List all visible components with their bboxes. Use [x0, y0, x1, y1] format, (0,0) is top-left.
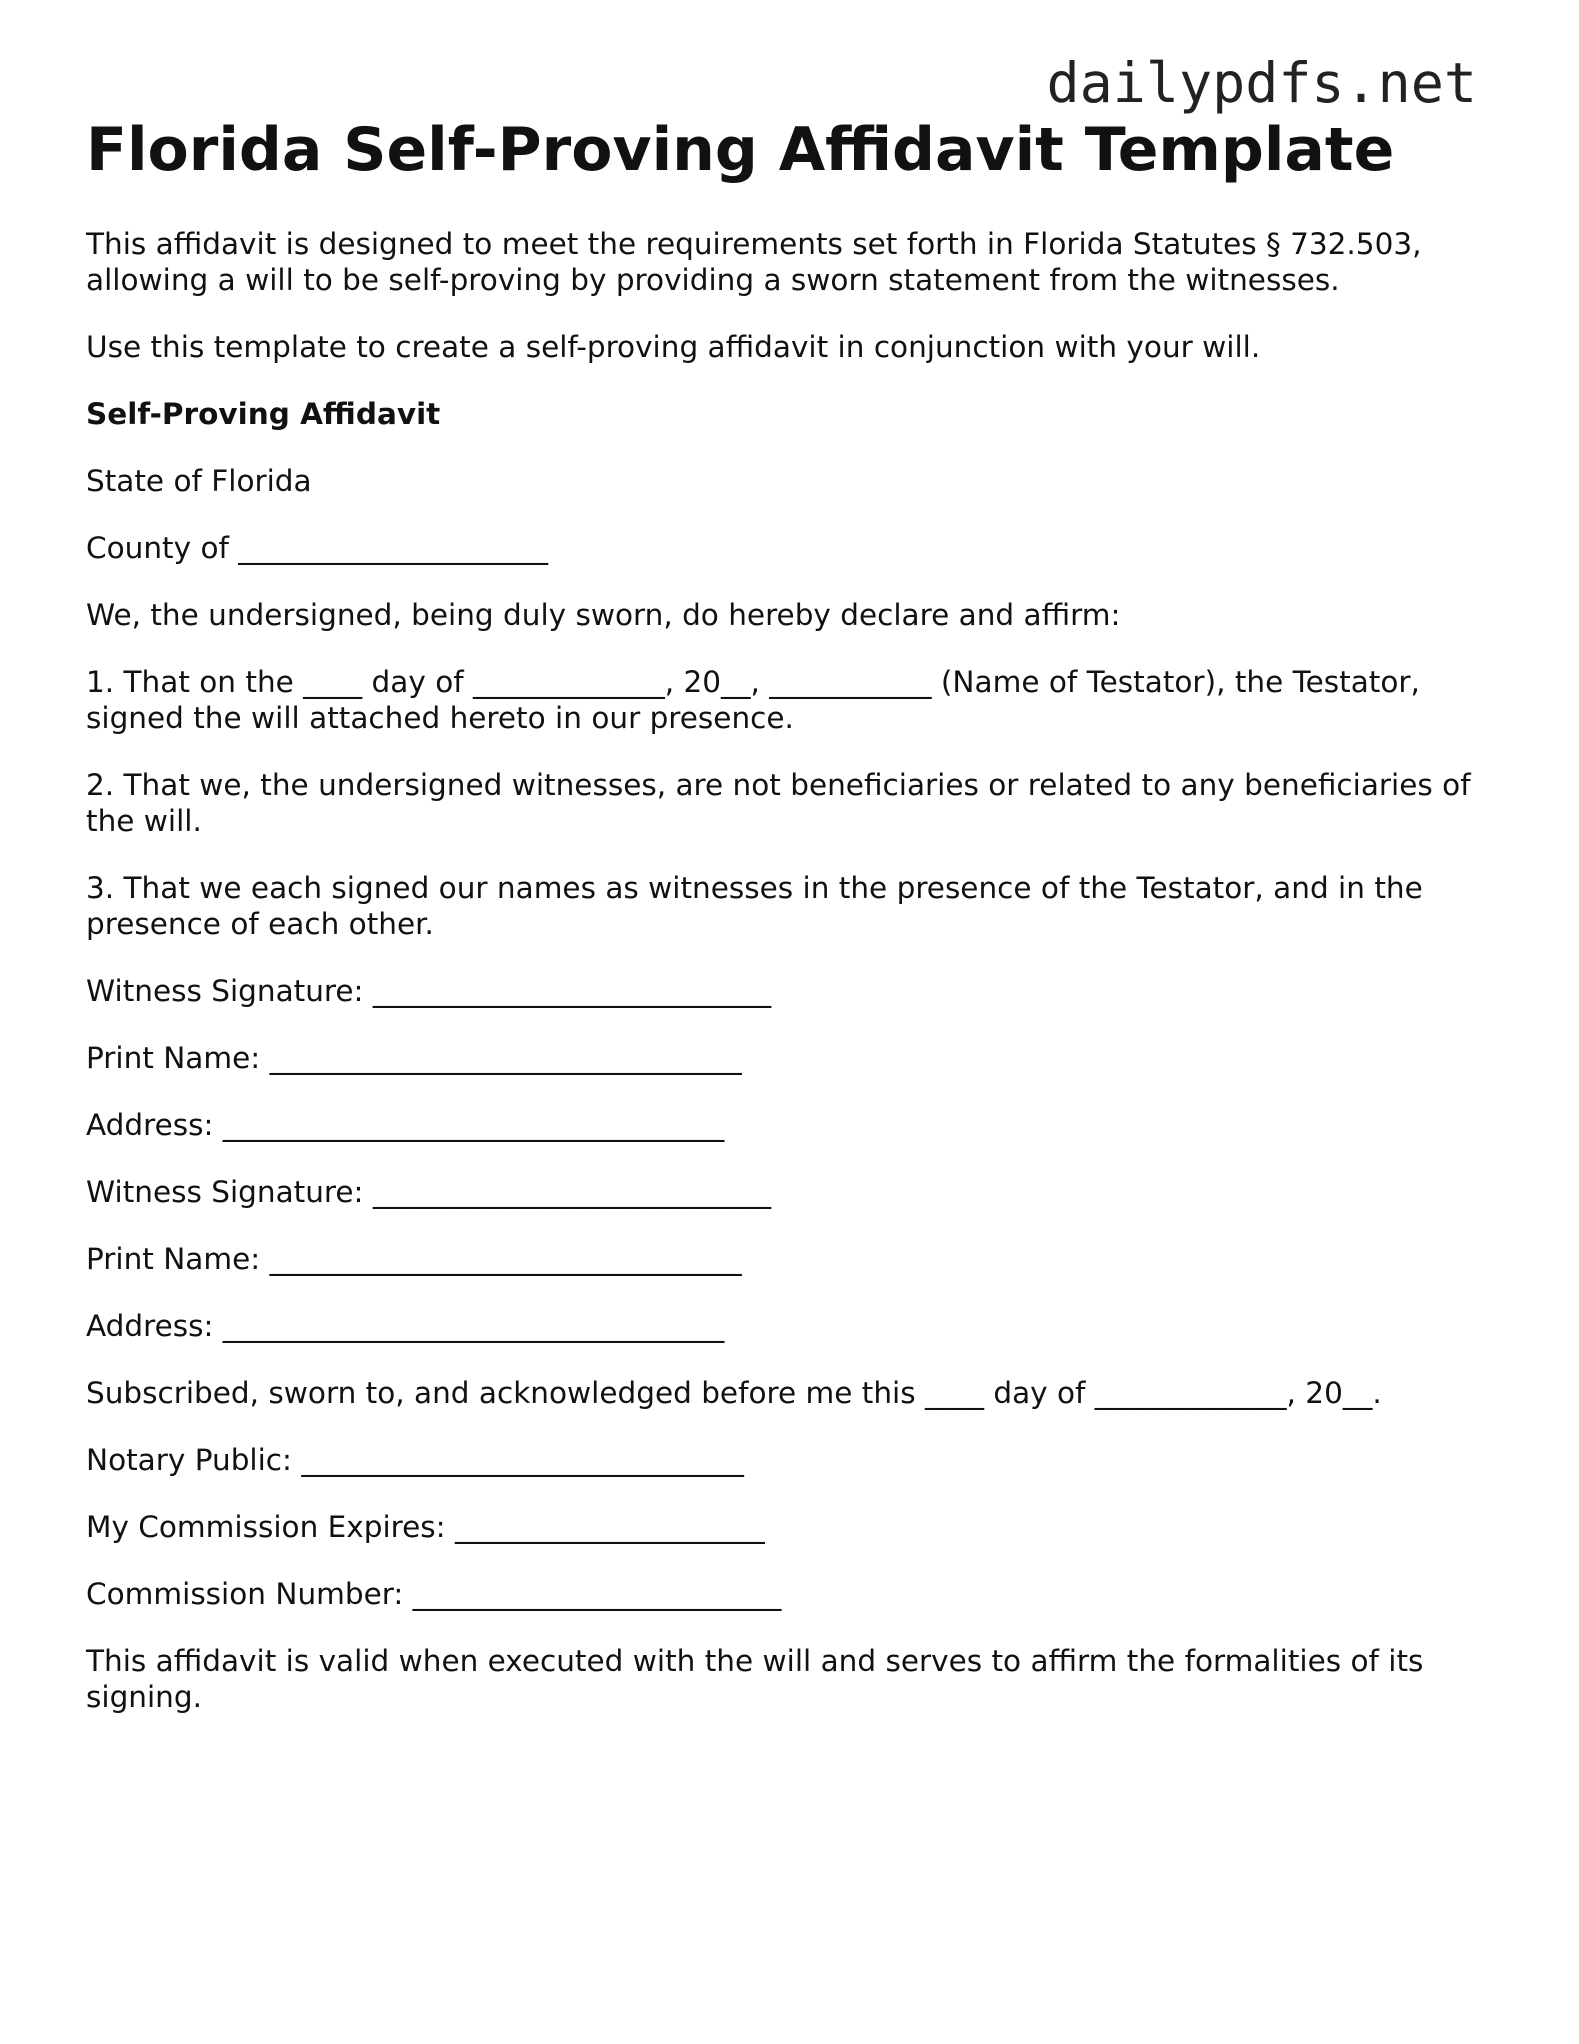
- witness-2-print-name-line: Print Name: ________________________________: [86, 1242, 742, 1276]
- county-line: County of _____________________: [86, 531, 549, 565]
- witness-2-signature-line: Witness Signature: ___________________________: [86, 1175, 772, 1209]
- intro-paragraph: This affidavit is designed to meet the requirements set forth in Florida Statutes § 732.503, allowing a will to be self-proving by providing a sworn statement from the witnesses.: [86, 227, 1422, 297]
- section-heading: Self-Proving Affidavit: [86, 397, 441, 431]
- statement-1: 1. That on the ____ day of _____________, 20__, ___________ (Name of Testator), the Testator, signed the will attached hereto in our presence.: [86, 665, 1420, 735]
- statement-2: 2. That we, the undersigned witnesses, are not beneficiaries or related to any beneficiaries of the will.: [86, 768, 1471, 838]
- commission-expires-line: My Commission Expires: _____________________: [86, 1510, 765, 1544]
- witness-1-signature-line: Witness Signature: ___________________________: [86, 974, 772, 1008]
- witness-1-print-name-line: Print Name: ________________________________: [86, 1041, 742, 1075]
- commission-number-line: Commission Number: _________________________: [86, 1577, 782, 1611]
- document-title: Florida Self-Proving Affidavit Template: [86, 115, 1395, 185]
- closing-paragraph: This affidavit is valid when executed with the will and serves to affirm the formalities of its signing.: [86, 1644, 1424, 1714]
- notary-subscribed-line: Subscribed, sworn to, and acknowledged before me this ____ day of _____________, 20__.: [86, 1376, 1382, 1410]
- declaration-paragraph: We, the undersigned, being duly sworn, do hereby declare and affirm:: [86, 598, 1121, 632]
- document-body: [86, 108, 1496, 1746]
- state-line: State of Florida: [86, 464, 312, 498]
- watermark: dailypdfs.net: [1046, 51, 1477, 115]
- usage-paragraph: Use this template to create a self-proving affidavit in conjunction with your will.: [86, 330, 1261, 364]
- notary-public-line: Notary Public: ______________________________: [86, 1443, 744, 1477]
- witness-1-address-line: Address: __________________________________: [86, 1108, 725, 1142]
- witness-2-address-line: Address: __________________________________: [86, 1309, 725, 1343]
- statement-3: 3. That we each signed our names as witnesses in the presence of the Testator, and in the presence of each other.: [86, 871, 1423, 941]
